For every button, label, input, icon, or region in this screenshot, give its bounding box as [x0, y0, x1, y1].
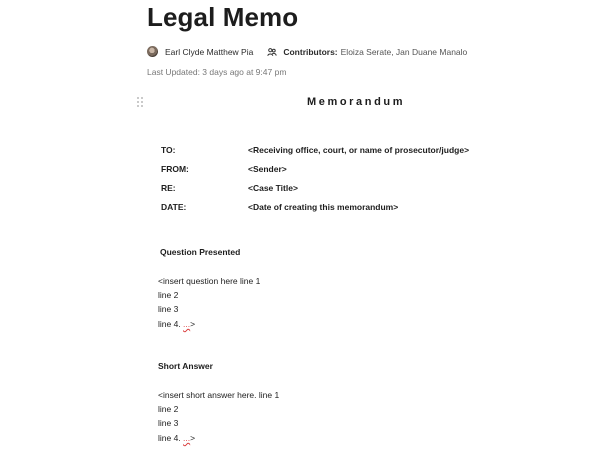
short-answer-heading: Short Answer — [158, 361, 213, 371]
line-suffix: > — [190, 433, 196, 443]
field-value: <Date of creating this memorandum> — [248, 202, 399, 212]
author-avatar[interactable] — [147, 46, 158, 57]
answer-line: line 2 — [158, 404, 179, 414]
answer-line: <insert short answer here. line 1 — [158, 390, 280, 400]
drag-handle-icon[interactable] — [137, 97, 143, 107]
question-line: line 2 — [158, 290, 179, 300]
line-prefix: line 4. — [158, 433, 184, 443]
question-line: line 3 — [158, 304, 179, 314]
answer-line — [158, 433, 195, 443]
line-prefix: line 4. — [158, 319, 184, 329]
question-presented-heading: Question Presented — [160, 247, 241, 257]
memo-heading: Memorandum — [307, 96, 406, 108]
contributors-label: Contributors: — [283, 46, 338, 57]
people-icon — [267, 47, 277, 57]
page-title: Legal Memo — [147, 2, 299, 32]
question-line — [158, 319, 195, 329]
line-suffix: > — [190, 319, 196, 329]
answer-line: line 3 — [158, 418, 179, 428]
field-label: TO: — [161, 145, 176, 155]
field-label: RE: — [161, 183, 176, 193]
contributors-names[interactable]: Eloiza Serate, Jan Duane Manalo — [340, 46, 468, 57]
field-label: FROM: — [161, 164, 189, 174]
field-value: <Case Title> — [248, 183, 298, 193]
spellcheck-ellipsis[interactable]: ... — [183, 433, 191, 443]
question-line: <insert question here line 1 — [158, 276, 261, 286]
field-label: DATE: — [161, 202, 187, 212]
last-updated: Last Updated: 3 days ago at 9:47 pm — [147, 67, 287, 77]
field-value: <Sender> — [248, 164, 287, 174]
author-name[interactable]: Earl Clyde Matthew Pia — [165, 46, 254, 57]
field-value: <Receiving office, court, or name of prosecutor/judge> — [248, 145, 470, 155]
doc-meta — [147, 46, 467, 57]
spellcheck-ellipsis[interactable]: ... — [183, 319, 191, 329]
